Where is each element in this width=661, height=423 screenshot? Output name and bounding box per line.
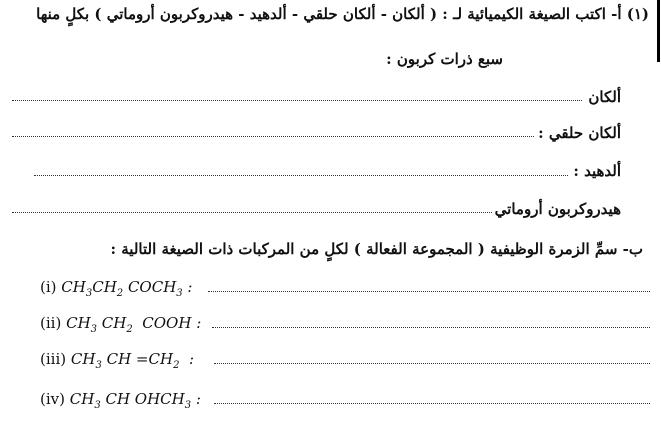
question-number: (١)	[626, 5, 649, 23]
item-aromatic-label: هيدروكربون أروماتي	[494, 200, 621, 218]
question-b-title: ب- سمِّ الزمرة الوظيفية ( المجموعة الفعالة ) لكلٍ من المركبات ذات الصيغة التالية :	[110, 240, 643, 258]
answer-line-aromatic[interactable]	[12, 212, 492, 213]
item-cycloalkane-label: ألكان حلقي :	[538, 124, 621, 142]
formula-row-3	[40, 350, 194, 371]
formula-row-4	[40, 390, 201, 411]
formula-row-1	[40, 278, 192, 299]
question-a-title	[36, 5, 649, 23]
answer-line-formula-4[interactable]	[214, 403, 650, 404]
item-alkane-label: ألكان	[588, 88, 621, 106]
formula-number: (iii)	[40, 350, 67, 368]
formula-text: $CH_3$ $CH_2$ COOH :	[66, 314, 202, 335]
answer-line-alkane[interactable]	[12, 100, 582, 101]
formula-text: $CH_3CH_2$ $COCH_3$ :	[61, 278, 193, 299]
answer-line-formula-2[interactable]	[212, 327, 650, 328]
question-a-subtitle: سبع ذرات كربون :	[386, 50, 503, 68]
answer-line-cycloalkane[interactable]	[12, 136, 534, 137]
formula-number: (i)	[40, 278, 57, 296]
formula-number: (ii)	[40, 314, 62, 332]
answer-line-formula-1[interactable]	[208, 291, 650, 292]
formula-text: $CH_3$ CH $OHCH_3$ :	[69, 390, 201, 411]
item-aldehyde-label: ألدهيد :	[573, 162, 621, 180]
page-edge-border	[657, 0, 660, 62]
formula-number: (iv)	[40, 390, 65, 408]
answer-line-formula-3[interactable]	[214, 363, 650, 364]
formula-row-2	[40, 314, 201, 335]
question-a-text: أ- اكتب الصيغة الكيميائية لـ : ( ألكان - ألكان حلقي - ألدهيد - هيدروكربون أروماتي ) بكلٍ منها	[36, 5, 622, 23]
formula-text: $CH_3$ CH $=CH_2$ :	[70, 350, 195, 371]
answer-line-aldehyde[interactable]	[34, 175, 568, 176]
